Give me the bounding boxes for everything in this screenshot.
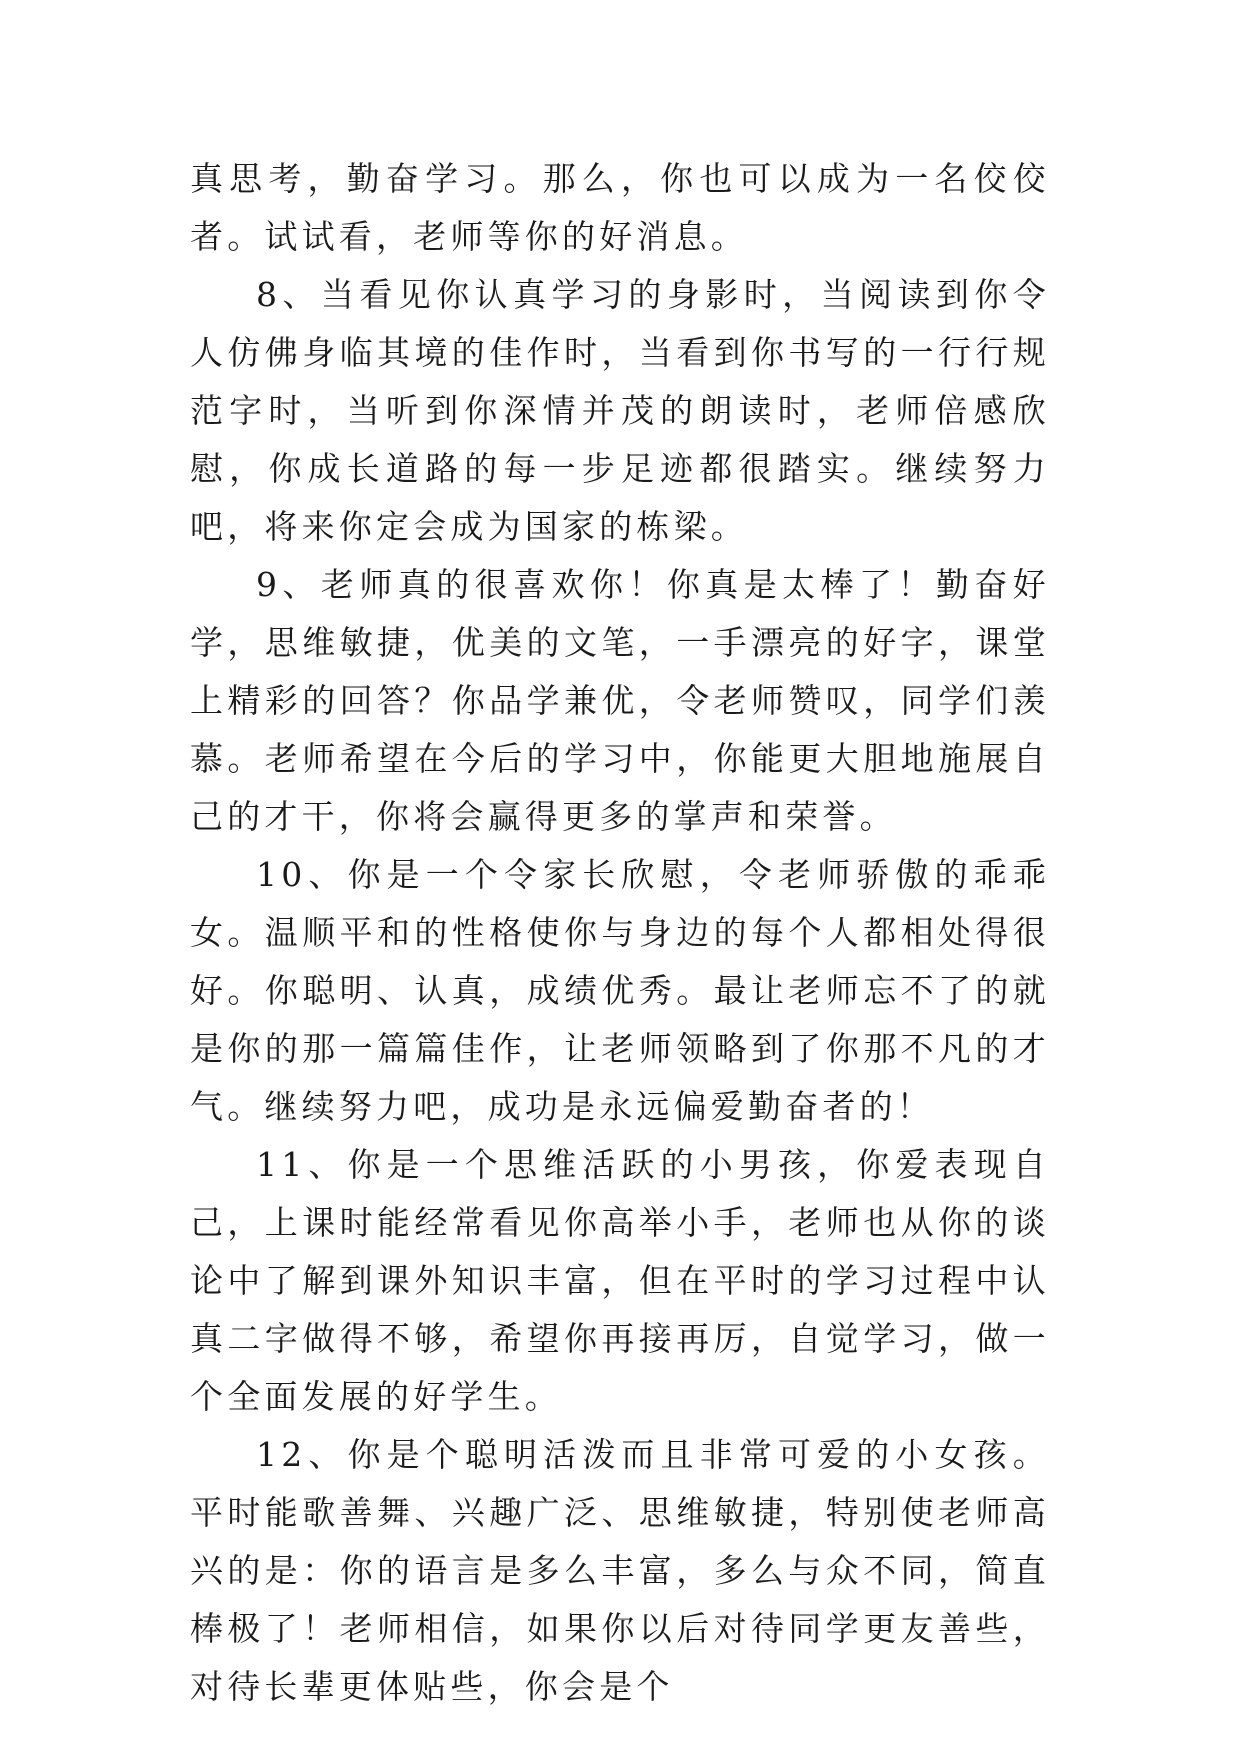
paragraph-11: 11、你是一个思维活跃的小男孩，你爱表现自己，上课时能经常看见你高举小手，老师也从你的谈论中了解到课外知识丰富，但在平时的学习过程中认真二字做得不够，希望你再接再厉，自觉学习，做一个全面发展的好学生。 xyxy=(190,1145,1050,1416)
document-page xyxy=(190,150,1050,1716)
paragraph-7-continuation: 真思考，勤奋学习。那么，你也可以成为一名佼佼者。试试看，老师等你的好消息。 xyxy=(190,159,1050,256)
paragraph-10: 10、你是一个令家长欣慰，令老师骄傲的乖乖女。温顺平和的性格使你与身边的每个人都相处得很好。你聪明、认真，成绩优秀。最让老师忘不了的就是你的那一篇篇佳作，让老师领略到了你那不凡的才气。继续努力吧，成功是永远偏爱勤奋者的！ xyxy=(190,855,1050,1126)
paragraph-12: 12、你是个聪明活泼而且非常可爱的小女孩。平时能歌善舞、兴趣广泛、思维敏捷，特别使老师高兴的是：你的语言是多么丰富，多么与众不同，简直棒极了！老师相信，如果你以后对待同学更友善些，对待长辈更体贴些，你会是个 xyxy=(190,1435,1050,1706)
paragraph-9: 9、老师真的很喜欢你！你真是太棒了！勤奋好学，思维敏捷，优美的文笔，一手漂亮的好字，课堂上精彩的回答？你品学兼优，令老师赞叹，同学们羡慕。老师希望在今后的学习中，你能更大胆地施展自己的才干，你将会赢得更多的掌声和荣誉。 xyxy=(190,565,1050,836)
paragraph-8: 8、当看见你认真学习的身影时，当阅读到你令人仿佛身临其境的佳作时，当看到你书写的一行行规范字时，当听到你深情并茂的朗读时，老师倍感欣慰，你成长道路的每一步足迹都很踏实。继续努力吧，将来你定会成为国家的栋梁。 xyxy=(190,275,1050,546)
